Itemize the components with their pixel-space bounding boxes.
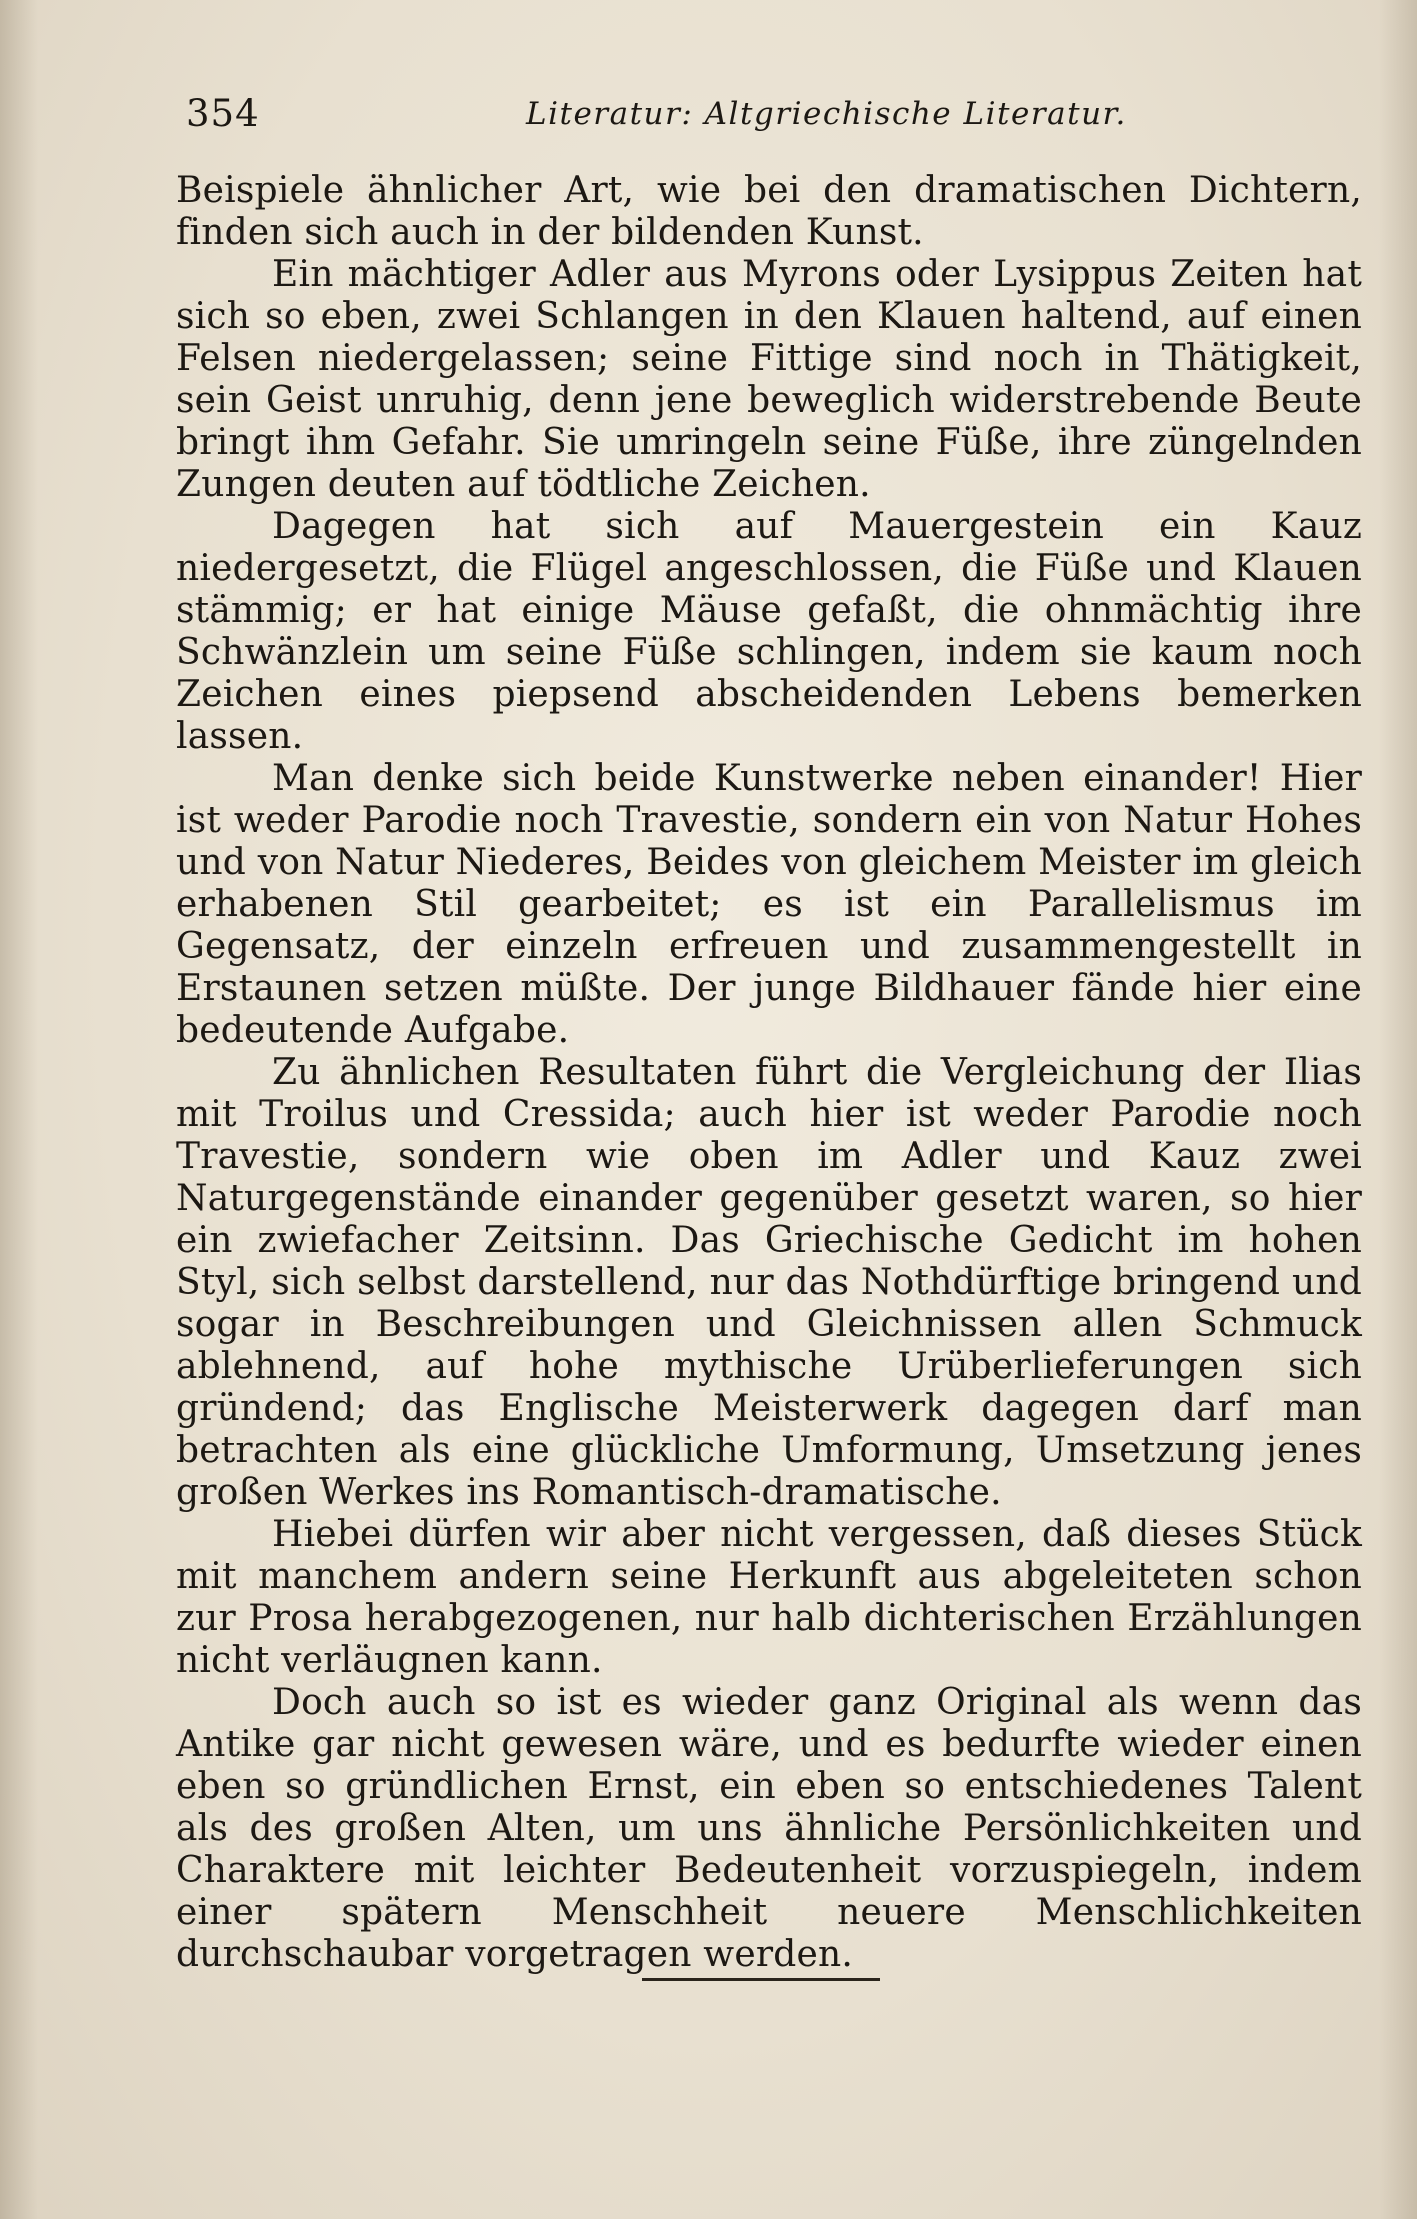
page-shadow-right — [1379, 0, 1417, 2219]
paragraph-3: Dagegen hat sich auf Mauergestein ein Kauz niedergesetzt, die Flügel angeschlossen, die Füße und Klauen stämmig; er hat einige Mäuse gefaßt, die ohnmächtig ihre Schwänzlein um seine Füße schlingen, indem sie kaum noch Zeichen eines piepsend abscheidenden Lebens bemerken lassen. — [176, 506, 1362, 757]
paragraph-5: Zu ähnlichen Resultaten führt die Vergleichung der Ilias mit Troilus und Cressida; auch hier ist weder Parodie noch Travestie, sondern wie oben im Adler und Kauz zwei Naturgegenstände einander gegenüber gesetzt waren, so hier ein zwiefacher Zeitsinn. Das Griechische Gedicht im hohen Styl, sich selbst darstellend, nur das Nothdürftige bringend und sogar in Beschreibungen und Gleichnissen allen Schmuck ablehnend, auf hohe mythische Urüberlieferungen sich gründend; das Englische Meisterwerk dagegen darf man betrachten als eine glückliche Umformung, Umsetzung jenes großen Werkes ins Romantisch-dramatische. — [176, 1052, 1362, 1513]
running-title: Literatur: Altgriechische Literatur. — [526, 96, 1127, 132]
page-header — [186, 92, 1366, 142]
section-end-rule — [642, 1978, 880, 1981]
paragraph-2: Ein mächtiger Adler aus Myrons oder Lysippus Zeiten hat sich so eben, zwei Schlangen in den Klauen haltend, auf einen Felsen niedergelassen; seine Fittige sind noch in Thätigkeit, sein Geist unruhig, denn jene beweglich widerstrebende Beute bringt ihm Gefahr. Sie umringeln seine Füße, ihre züngelnden Zungen deuten auf tödtliche Zeichen. — [176, 254, 1362, 505]
page-number: 354 — [186, 92, 260, 135]
paragraph-7: Doch auch so ist es wieder ganz Original als wenn das Antike gar nicht gewesen wäre, und es bedurfte wieder einen eben so gründlichen Ernst, ein eben so entschiedenes Talent als des großen Alten, um uns ähnliche Persönlichkeiten und Charaktere mit leichter Bedeutenheit vorzuspiegeln, indem einer spätern Menschheit neuere Menschlichkeiten durchschaubar vorgetragen werden. — [176, 1682, 1362, 1975]
paragraph-1: Beispiele ähnlicher Art, wie bei den dramatischen Dichtern, finden sich auch in der bildenden Kunst. — [176, 170, 1362, 253]
page-shadow-left — [0, 0, 38, 2219]
body-text — [176, 170, 1362, 1976]
paragraph-4: Man denke sich beide Kunstwerke neben einander! Hier ist weder Parodie noch Travestie, sondern ein von Natur Hohes und von Natur Niederes, Beides von gleichem Meister im gleich erhabenen Stil gearbeitet; es ist ein Parallelismus im Gegensatz, der einzeln erfreuen und zusammengestellt in Erstaunen setzen müßte. Der junge Bildhauer fände hier eine bedeutende Aufgabe. — [176, 758, 1362, 1051]
paragraph-6: Hiebei dürfen wir aber nicht vergessen, daß dieses Stück mit manchem andern seine Herkunft aus abgeleiteten schon zur Prosa herabgezogenen, nur halb dichterischen Erzählungen nicht verläugnen kann. — [176, 1514, 1362, 1681]
